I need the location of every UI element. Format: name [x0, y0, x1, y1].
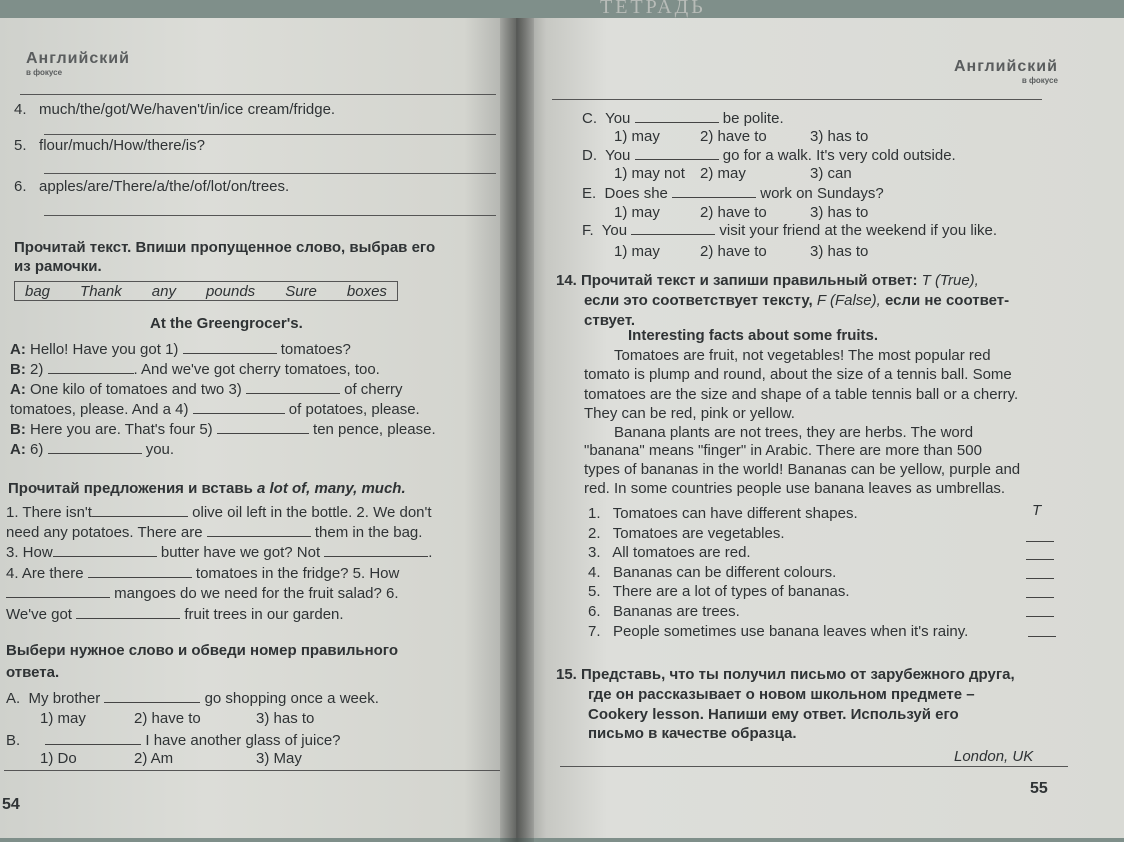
answer-blank[interactable]: [1026, 559, 1054, 560]
choose-options-b: 1) Do 2) Am 3) May: [40, 750, 302, 767]
word-option: pounds: [205, 282, 256, 300]
statement-6: 6. Bananas are trees.: [588, 603, 740, 620]
answer-blank[interactable]: [1026, 616, 1054, 617]
dialogue-line: B: Here you are. That's four 5) ten pence, please.: [10, 421, 436, 438]
choose-item-a: A. My brother go shopping once a week.: [6, 690, 379, 707]
task-instruction-read: Прочитай текст. Впиши пропущенное слово, выбрав его: [14, 239, 436, 256]
insert-line: 1. There isn't olive oil left in the bottle. 2. We don't: [6, 504, 432, 521]
exercise-item-4: 4. much/the/got/We/haven't/in/ice cream/fridge.: [14, 101, 336, 118]
paragraph-line: tomato is plump and round, about the size of a tennis ball. Some: [584, 366, 1012, 383]
paragraph-line: tomatoes are the size and shape of a table tennis ball or a cherry.: [584, 386, 1019, 403]
divider: [560, 766, 1068, 767]
paragraph-line: "banana" means "finger" in Arabic. There are more than 500: [584, 442, 982, 459]
task-instruction-insert: Прочитай предложения и вставь a lot of, many, much.: [8, 480, 406, 497]
page-number-right: 55: [1030, 780, 1048, 797]
statement-5: 5. There are a lot of types of bananas.: [588, 583, 850, 600]
notebook-title: ТЕТРАДЬ: [600, 0, 706, 18]
choose-item-c: C. You be polite.: [582, 110, 784, 127]
insert-line: mangoes do we need for the fruit salad? 6.: [6, 585, 399, 602]
choose-options-c: 1) may 2) have to 3) has to: [614, 128, 869, 145]
statement-1: 1. Tomatoes can have different shapes.: [588, 505, 858, 522]
statement-2: 2. Tomatoes are vegetables.: [588, 525, 785, 542]
choose-item-f: F. You visit your friend at the weekend if you like.: [582, 222, 998, 239]
statement-3: 3. All tomatoes are red.: [588, 544, 751, 561]
answer-line: [44, 173, 496, 174]
task-15-instruction-2: где он рассказывает о новом школьном предмете –: [588, 686, 975, 703]
divider: [552, 99, 1042, 100]
statement-7: 7. People sometimes use banana leaves when it's rainy.: [588, 623, 969, 640]
dialogue-line: A: 6) you.: [10, 441, 175, 458]
divider: [4, 770, 500, 771]
word-option: Sure: [285, 282, 317, 300]
logo-right: Английский в фокусе: [954, 58, 1058, 85]
choose-options-d: 1) may not 2) may 3) can: [614, 165, 852, 182]
choose-item-b: B. I have another glass of juice?: [6, 732, 341, 749]
task-14-instruction-3: ствует.: [584, 312, 636, 329]
paragraph-line: Banana plants are not trees, they are herbs. The word: [614, 424, 974, 441]
word-box: [14, 281, 398, 301]
answer-1: T: [1032, 502, 1042, 519]
exercise-item-5: 5. flour/much/How/there/is?: [14, 137, 205, 154]
choose-options-a: 1) may 2) have to 3) has to: [40, 710, 315, 727]
choose-item-d: D. You go for a walk. It's very cold outside.: [582, 147, 956, 164]
dialogue-line: B: 2) . And we've got cherry tomatoes, too.: [10, 361, 380, 378]
task-instruction-choose-2: ответа.: [6, 664, 60, 681]
paragraph-line: They can be red, pink or yellow.: [584, 405, 795, 422]
paragraph-line: Tomatoes are fruit, not vegetables! The most popular red: [614, 347, 991, 364]
word-option: boxes: [346, 282, 387, 300]
insert-line: 3. How butter have we got? Not .: [6, 544, 433, 561]
task-15-instruction-3: Cookery lesson. Напиши ему ответ. Используй его: [588, 706, 959, 723]
task-instruction-read-2: из рамочки.: [14, 258, 102, 275]
insert-line: We've got fruit trees in our garden.: [6, 606, 344, 623]
word-option: Thank: [80, 282, 122, 300]
letter-place: London, UK: [954, 748, 1034, 765]
insert-line: 4. Are there tomatoes in the fridge? 5. How: [6, 565, 400, 582]
answer-blank[interactable]: [1026, 578, 1054, 579]
dialogue-line: tomatoes, please. And a 4) of potatoes, please.: [10, 401, 420, 418]
insert-line: need any potatoes. There are them in the bag.: [6, 524, 423, 541]
exercise-item-6: 6. apples/are/There/a/the/of/lot/on/trees.: [14, 178, 290, 195]
statement-4: 4. Bananas can be different colours.: [588, 564, 837, 581]
task-instruction-choose: Выбери нужное слово и обведи номер правильного: [6, 642, 399, 659]
answer-blank[interactable]: [1028, 636, 1056, 637]
task-15-instruction: 15. Представь, что ты получил письмо от зарубежного друга,: [556, 666, 1015, 683]
answer-line: [44, 215, 496, 216]
task-15-instruction-4: письмо в качестве образца.: [588, 725, 797, 742]
answer-blank[interactable]: [1026, 597, 1054, 598]
page-number-left: 54: [2, 796, 20, 813]
logo-left: Английский в фокусе: [26, 50, 130, 77]
paragraph-line: types of bananas in the world! Bananas can be yellow, purple and: [584, 461, 1021, 478]
choose-options-e: 1) may 2) have to 3) has to: [614, 204, 869, 221]
dialogue-line: A: One kilo of tomatoes and two 3) of cherry: [10, 381, 403, 398]
dialogue-title: At the Greengrocer's.: [150, 315, 303, 332]
answer-line: [44, 134, 496, 135]
choose-item-e: E. Does she work on Sundays?: [582, 185, 884, 202]
divider: [20, 94, 496, 95]
word-option: bag: [25, 282, 51, 300]
word-option: any: [151, 282, 176, 300]
book-spine: [500, 18, 534, 842]
answer-blank[interactable]: [1026, 541, 1054, 542]
dialogue-line: A: Hello! Have you got 1) tomatoes?: [10, 341, 351, 358]
text-title: Interesting facts about some fruits.: [628, 327, 879, 344]
paragraph-line: red. In some countries people use banana leaves as umbrellas.: [584, 480, 1006, 497]
task-14-instruction: 14. Прочитай текст и запиши правильный ответ: T (True),: [556, 272, 979, 289]
task-14-instruction-2: если это соответствует тексту, F (False), если не соответ-: [584, 292, 1010, 309]
choose-options-f: 1) may 2) have to 3) has to: [614, 243, 869, 260]
